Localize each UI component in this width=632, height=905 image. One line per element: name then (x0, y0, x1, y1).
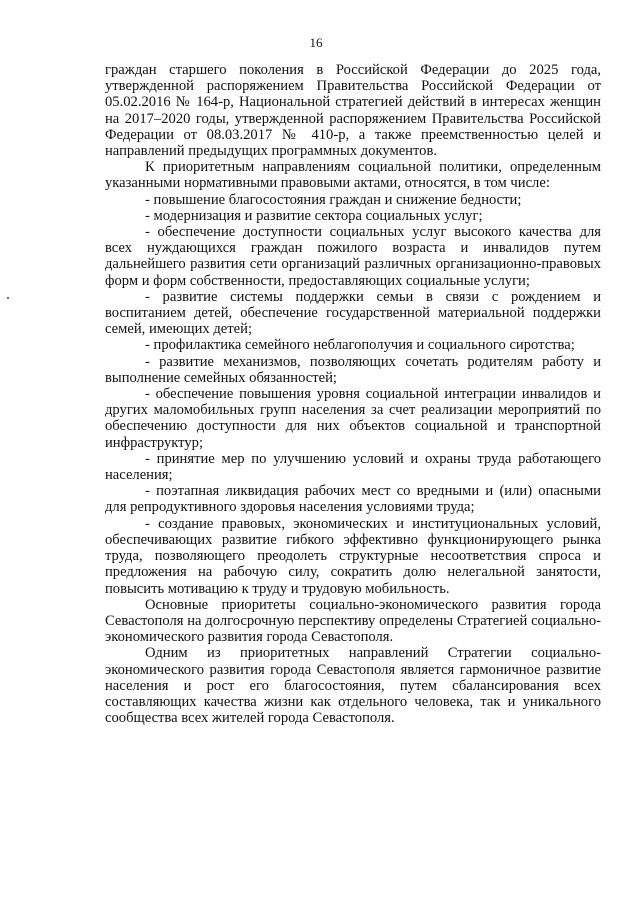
list-item: - поэтапная ликвидация рабочих мест со вредными и (или) опасными для репродуктивного здоровья населения условиями труда; (105, 483, 601, 516)
list-item: - развитие системы поддержки семьи в связи с рождением и воспитанием детей, обеспечение государственной материальной поддержки семей, имеющих детей; (105, 288, 601, 338)
paragraph-strategy-goal: Одним из приоритетных направлений Стратегии социально-экономического развития города Севастополя является гармоничное развитие населения и рост его благосостояния, путем сбалансирования всех составляющих качества жизни как отдельного человека, так и уникального сообщества всех жителей города Севастополя. (105, 645, 601, 727)
list-item: - развитие механизмов, позволяющих сочетать родителям работу и выполнение семейных обязанностей; (105, 353, 601, 386)
paragraph-priorities-intro: К приоритетным направлениям социальной политики, определенным указанными нормативными правовыми актами, относятся, в том числе: (105, 159, 601, 192)
list-item: - принятие мер по улучшению условий и охраны труда работающего населения; (105, 450, 601, 484)
list-item: - обеспечение доступности социальных услуг высокого качества для всех нуждающихся граждан пожилого возраста и инвалидов путем дальнейшего развития сети организаций различных организационно-правовых форм и форм собственности, предоставляющих социальные услуги; (105, 224, 601, 289)
page-number: 16 (309, 35, 323, 50)
list-item: - создание правовых, экономических и институциональных условий, обеспечивающих развитие гибкого эффективно функционирующего рынка труда, позволяющего преодолеть структурные несоответствия спроса и предложения на рабочую силу, сократить долю нелегальной занятости, повысить мотивацию к труду и трудовую мобильность. (105, 515, 601, 597)
paragraph-continuation: граждан старшего поколения в Российской Федерации до 2025 года, утвержденной распоряжением Правительства Российской Федерации от 05.02.2016 № 164-р, Национальной стратегией действий в интересах женщин на 2017–2020 годы, утвержденной распоряжением Правительства Российской Федерации от 08.03.2017 № 410-р, а также преемственностью целей и направлений предыдущих программных документов. (105, 62, 601, 160)
list-item: - модернизация и развитие сектора социальных услуг; (145, 207, 483, 224)
document-body (105, 62, 601, 726)
priorities-list (105, 192, 601, 597)
list-item: - обеспечение повышения уровня социальной интеграции инвалидов и других маломобильных групп населения за счет реализации мероприятий по обеспечению доступности для них объектов социальной и транспортной инфраструктур; (105, 386, 601, 451)
margin-speck (7, 297, 9, 299)
list-item: - профилактика семейного неблагополучия и социального сиротства; (145, 337, 575, 354)
paragraph-strategy-basis: Основные приоритеты социально-экономического развития города Севастополя на долгосрочную перспективу определены Стратегией социально-экономического развития города Севастополя. (105, 596, 601, 646)
list-item: - повышение благосостояния граждан и снижение бедности; (145, 191, 522, 208)
